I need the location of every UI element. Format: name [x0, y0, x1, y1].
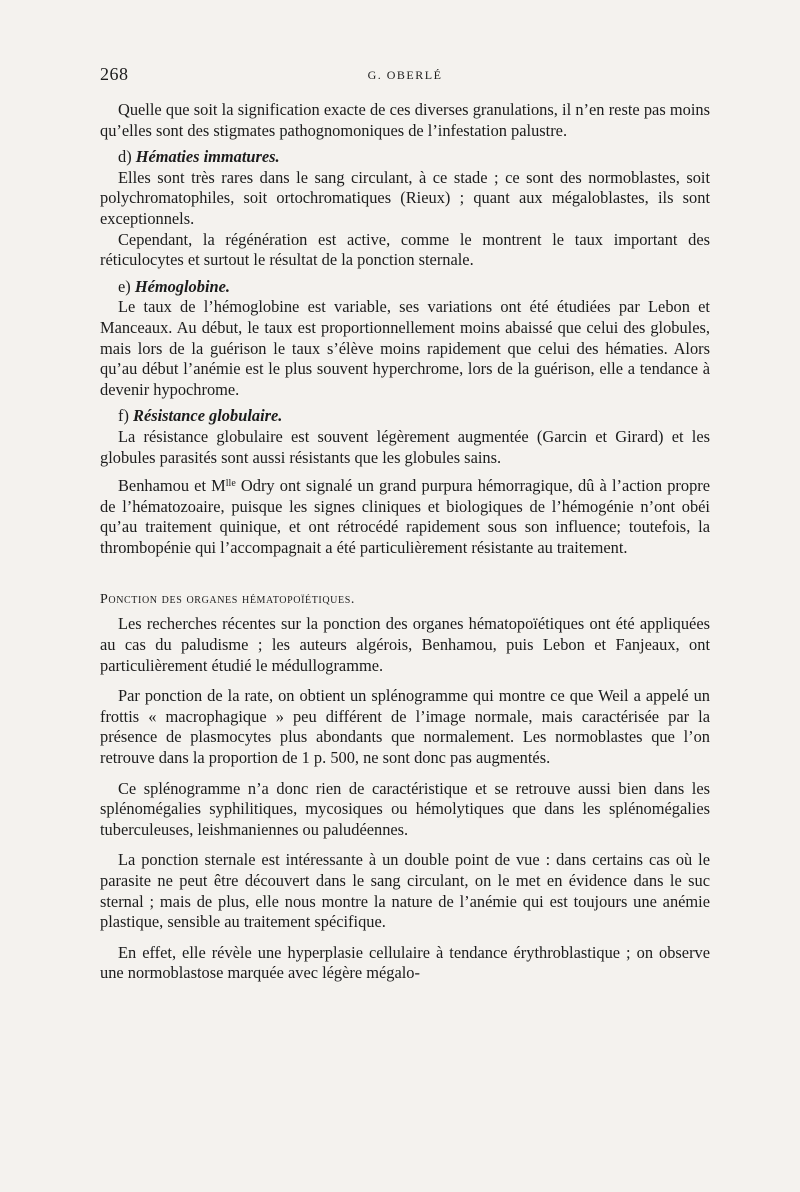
paragraph-ponction-sternale: La ponction sternale est intéressante à un double point de vue : dans certains cas où le parasite ne peut être découvert dans le sang circulant, on le met en évidence dans le suc sternal ; mais de plus, elle nous montre la nature de l’anémie qui est toujours une anémie plastique, sensible au traitement spécifique.: [100, 850, 710, 932]
purpura-text-start: Benhamou et M: [118, 476, 226, 496]
running-title: G. OBERLÉ: [367, 68, 443, 82]
subheading-title: Hématies immatures.: [135, 147, 280, 167]
paragraph-normoblastes: Elles sont très rares dans le sang circulant, à ce stade ; ce sont des normoblastes, soit polychromatophiles, soit ortochromatiques (Rieux) ; quant aux mégaloblastes, ils sont exceptionnels.: [100, 167, 710, 228]
subheading-hematies: [100, 147, 710, 168]
paragraph-hemoglobine: Le taux de l’hémoglobine est variable, ses variations ont été étudiées par Lebon et Manceaux. Au début, le taux est proportionnellement moins abaissé que celui des globules, mais lors de la guérison le taux s’élève moins rapidement que celui des hématies. Alors qu’au début l’anémie est le plus souvent hyperchrome, lors de la guérison, elle a tendance à devenir hypochrome.: [100, 297, 710, 399]
page-number: 268: [100, 64, 129, 84]
paragraph-recherches: Les recherches récentes sur la ponction des organes hématopoïétiques ont été appliquées au cas du paludisme ; les auteurs algérois, Benhamou, puis Lebon et Fanjeaux, ont particulièrement étudié le médullogramme.: [100, 614, 710, 675]
subheading-letter: e): [118, 276, 131, 296]
paragraph-granulations: Quelle que soit la signification exacte de ces diverses granulations, il n’en reste pas moins qu’elles sont des stigmates pathognomoniques de l’infestation palustre.: [100, 100, 710, 140]
superscript-lle: lle: [225, 478, 236, 490]
paragraph-hyperplasie: En effet, elle révèle une hyperplasie cellulaire à tendance érythroblastique ; on observe une normoblastose marquée avec légère mégalo-: [100, 942, 710, 983]
subheading-title: Hémoglobine.: [134, 276, 230, 296]
paragraph-regeneration: Cependant, la régénération est active, comme le montrent le taux important des réticulocytes et surtout le résultat de la ponction sternale.: [100, 229, 710, 270]
document-page: [100, 64, 710, 984]
page-header: [100, 64, 710, 90]
subheading-resistance: [100, 406, 710, 427]
purpura-text-rest: Odry ont signalé un grand purpura hémorragique, dû à l’action propre de l’hématozoaire, puisque les signes cliniques et biologiques de l’hémogénie n’ont obéi qu’au traitement quinique, et ont rétrocédé rapidement sous son influence; toutefois, la thrombopénie qui l’accompagnait a été particulièrement résistante au traitement.: [100, 476, 710, 557]
paragraph-purpura: [100, 474, 710, 558]
paragraph-splenomegalies: Ce splénogramme n’a donc rien de caractéristique et se retrouve aussi bien dans les splénomégalies syphilitiques, mycosiques ou hémolytiques que dans les splénomégalies tuberculeuses, leishmaniennes ou paludéennes.: [100, 778, 710, 839]
section-title: Ponction des organes hématopoïétiques.: [100, 592, 355, 608]
paragraph-splenogramme: Par ponction de la rate, on obtient un splénogramme qui montre ce que Weil a appelé un frottis « macrophagique » peu différent de l’image normale, mais caractérisée par la présence de plasmocytes plus abondants que normalement. Les normoblastes que l’on retrouve dans la proportion de 1 p. 500, ne sont donc pas augmentés.: [100, 686, 710, 768]
subheading-letter: f): [118, 406, 129, 426]
subheading-hemoglobine: [100, 277, 710, 298]
paragraph-resistance: La résistance globulaire est souvent légèrement augmentée (Garcin et Girard) et les globules parasités sont aussi résistants que les globules sains.: [100, 426, 710, 467]
subheading-letter: d): [118, 147, 132, 167]
subheading-title: Résistance globulaire.: [133, 406, 283, 426]
